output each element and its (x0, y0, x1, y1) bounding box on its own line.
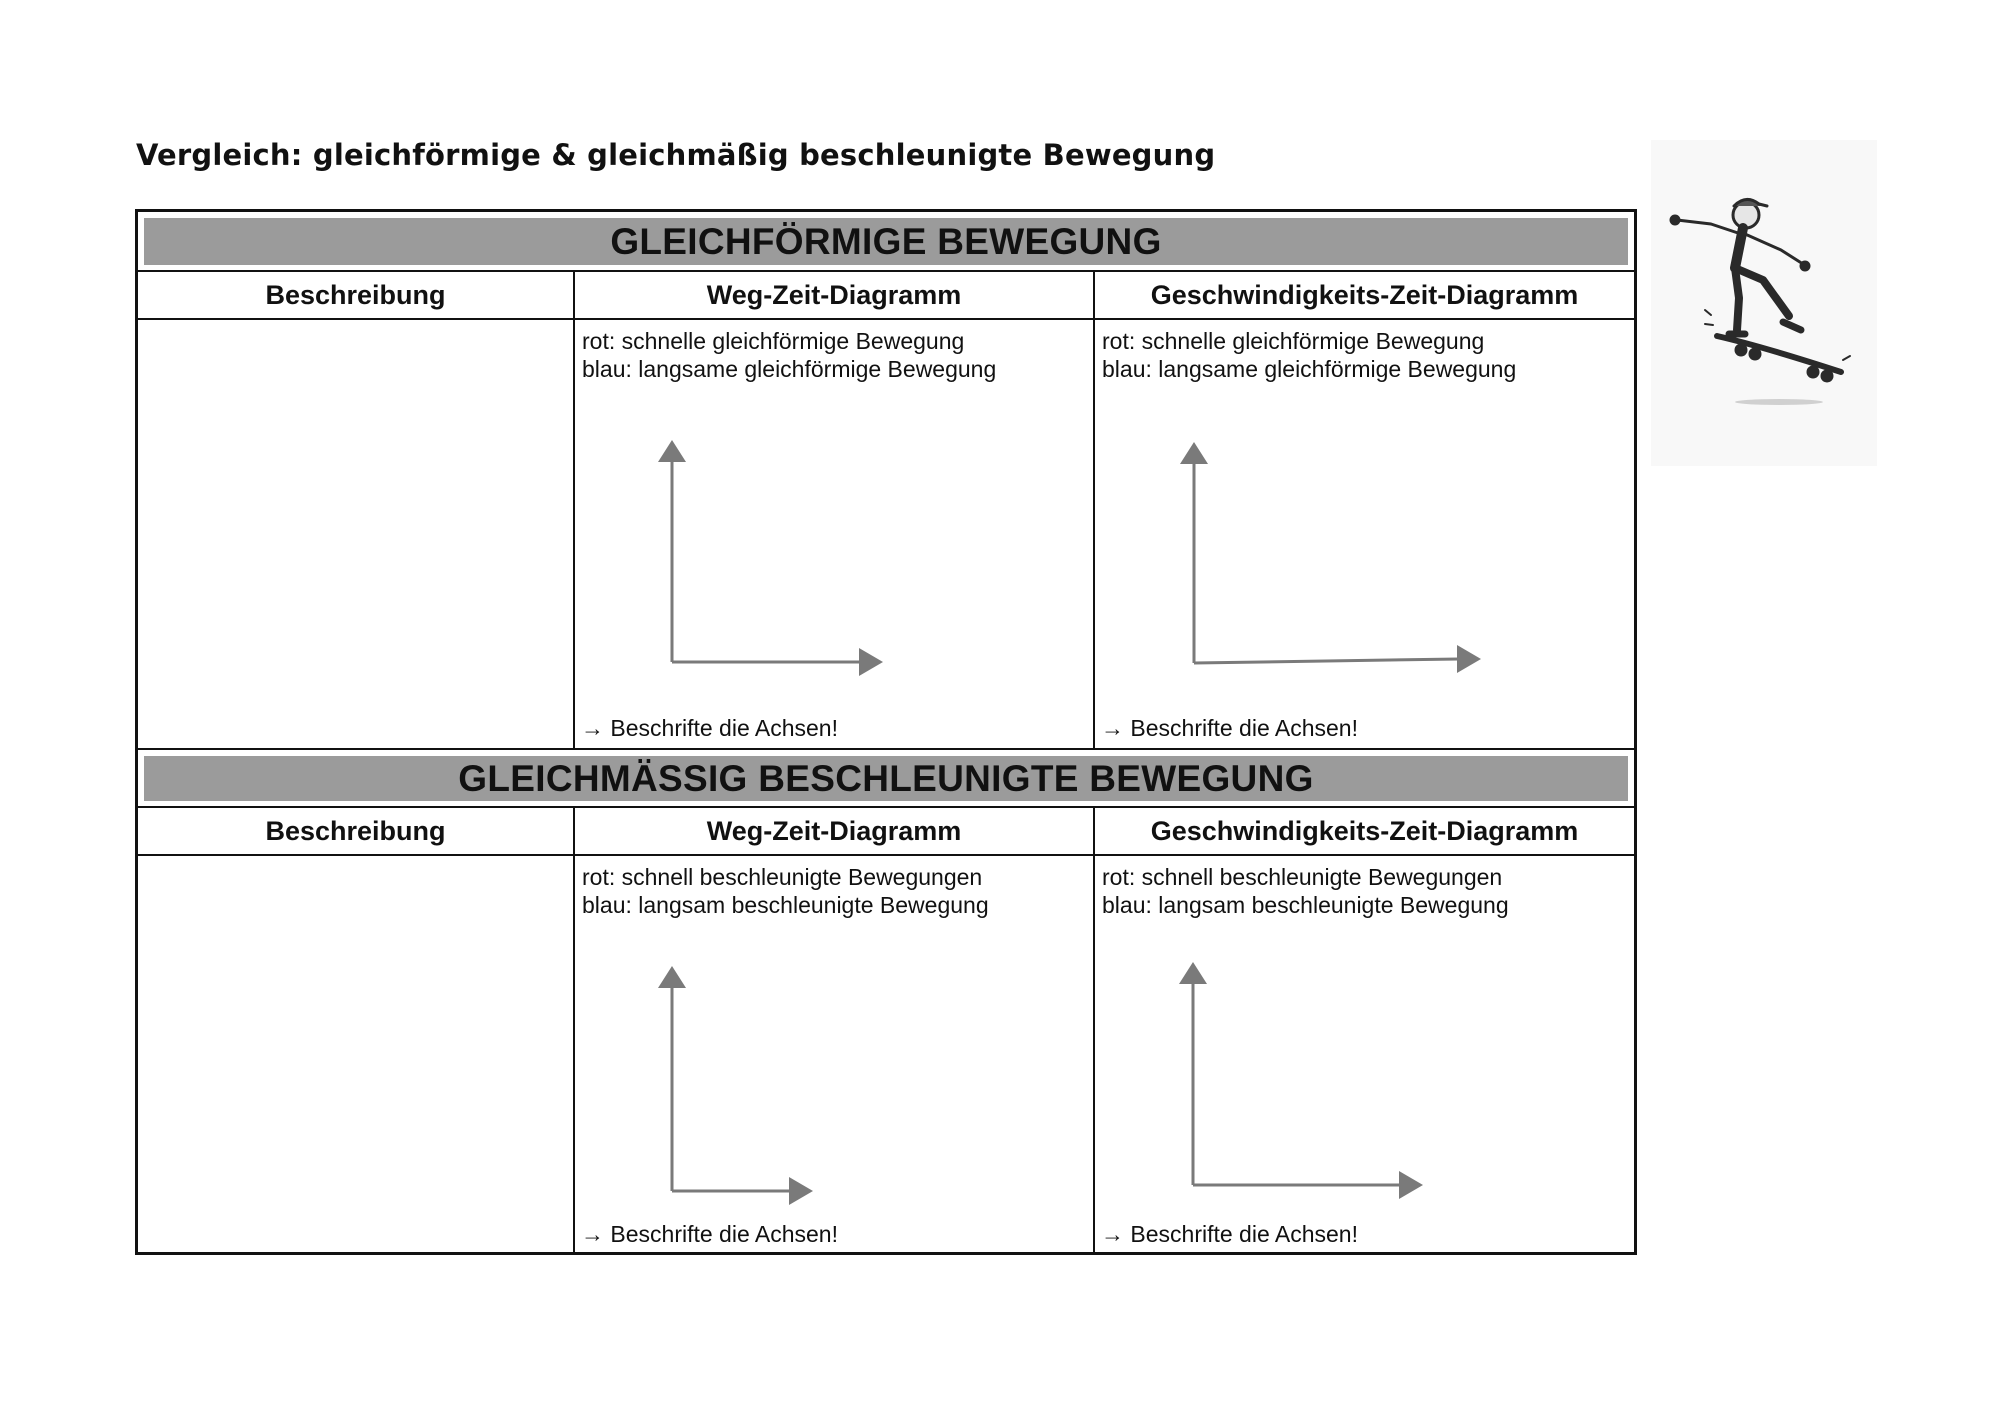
axis-label-hint: → Beschrifte die Achsen! (581, 715, 838, 741)
legend-red: rot: schnell beschleunigte Bewegungen (582, 864, 983, 890)
axis-label-hint: → Beschrifte die Achsen! (581, 1221, 838, 1247)
column-header-row (138, 808, 1634, 856)
legend-blue: blau: langsame gleichförmige Bewegung (1102, 356, 1517, 382)
empty-axes-diagram[interactable] (1095, 320, 1638, 748)
x-axis (1194, 659, 1459, 663)
axis-label-hint: → Beschrifte die Achsen! (1101, 715, 1358, 741)
column-header-description: Beschreibung (138, 272, 575, 318)
distance-time-diagram-cell (575, 320, 1095, 748)
column-header-distance-time: Weg-Zeit-Diagramm (575, 808, 1095, 854)
legend-red: rot: schnell beschleunigte Bewegungen (1102, 864, 1503, 890)
page-title: Vergleich: gleichförmige & gleichmäßig beschleunigte Bewegung (136, 138, 1216, 172)
x-axis-arrow-icon (1457, 645, 1481, 673)
comparison-table (135, 209, 1637, 1255)
section-heading: GLEICHFÖRMIGE BEWEGUNG (144, 218, 1628, 265)
column-header-velocity-time: Geschwindigkeits-Zeit-Diagramm (1150, 279, 1579, 310)
column-header-description: Beschreibung (138, 808, 575, 854)
legend-red: rot: schnelle gleichförmige Bewegung (1102, 328, 1485, 354)
y-axis-arrow-icon (1179, 962, 1207, 984)
table-row (138, 856, 1634, 1254)
distance-time-diagram-cell (575, 856, 1095, 1254)
velocity-time-diagram-cell (1095, 320, 1634, 748)
legend-blue: blau: langsam beschleunigte Bewegung (582, 892, 989, 918)
empty-axes-diagram[interactable] (575, 856, 1095, 1254)
legend-red: rot: schnelle gleichförmige Bewegung (582, 328, 965, 354)
axis-label-hint: → Beschrifte die Achsen! (1101, 1221, 1358, 1247)
y-axis-arrow-icon (1180, 442, 1208, 464)
legend-blue: blau: langsame gleichförmige Bewegung (582, 356, 997, 382)
x-axis-arrow-icon (789, 1177, 813, 1205)
empty-axes-diagram[interactable] (1095, 856, 1638, 1254)
section-heading: GLEICHMÄSSIG BESCHLEUNIGTE BEWEGUNG (144, 756, 1628, 801)
column-header-distance-time: Weg-Zeit-Diagramm (575, 272, 1095, 318)
y-axis-arrow-icon (658, 440, 686, 462)
x-axis-arrow-icon (859, 648, 883, 676)
skateboarder-icon (1651, 140, 1877, 466)
skateboarder-illustration (1651, 140, 1877, 466)
column-header-row (138, 272, 1634, 320)
legend-blue: blau: langsam beschleunigte Bewegung (1102, 892, 1509, 918)
column-header-velocity-time: Geschwindigkeits-Zeit-Diagramm (1150, 815, 1579, 846)
section-band-accelerated (138, 748, 1634, 808)
velocity-time-diagram-cell (1095, 856, 1634, 1254)
section-band-uniform (138, 212, 1634, 272)
y-axis-arrow-icon (658, 966, 686, 988)
x-axis-arrow-icon (1399, 1171, 1423, 1199)
table-row (138, 320, 1634, 748)
description-answer-cell[interactable] (138, 856, 575, 1254)
empty-axes-diagram[interactable] (575, 320, 1095, 748)
description-answer-cell[interactable] (138, 320, 575, 748)
